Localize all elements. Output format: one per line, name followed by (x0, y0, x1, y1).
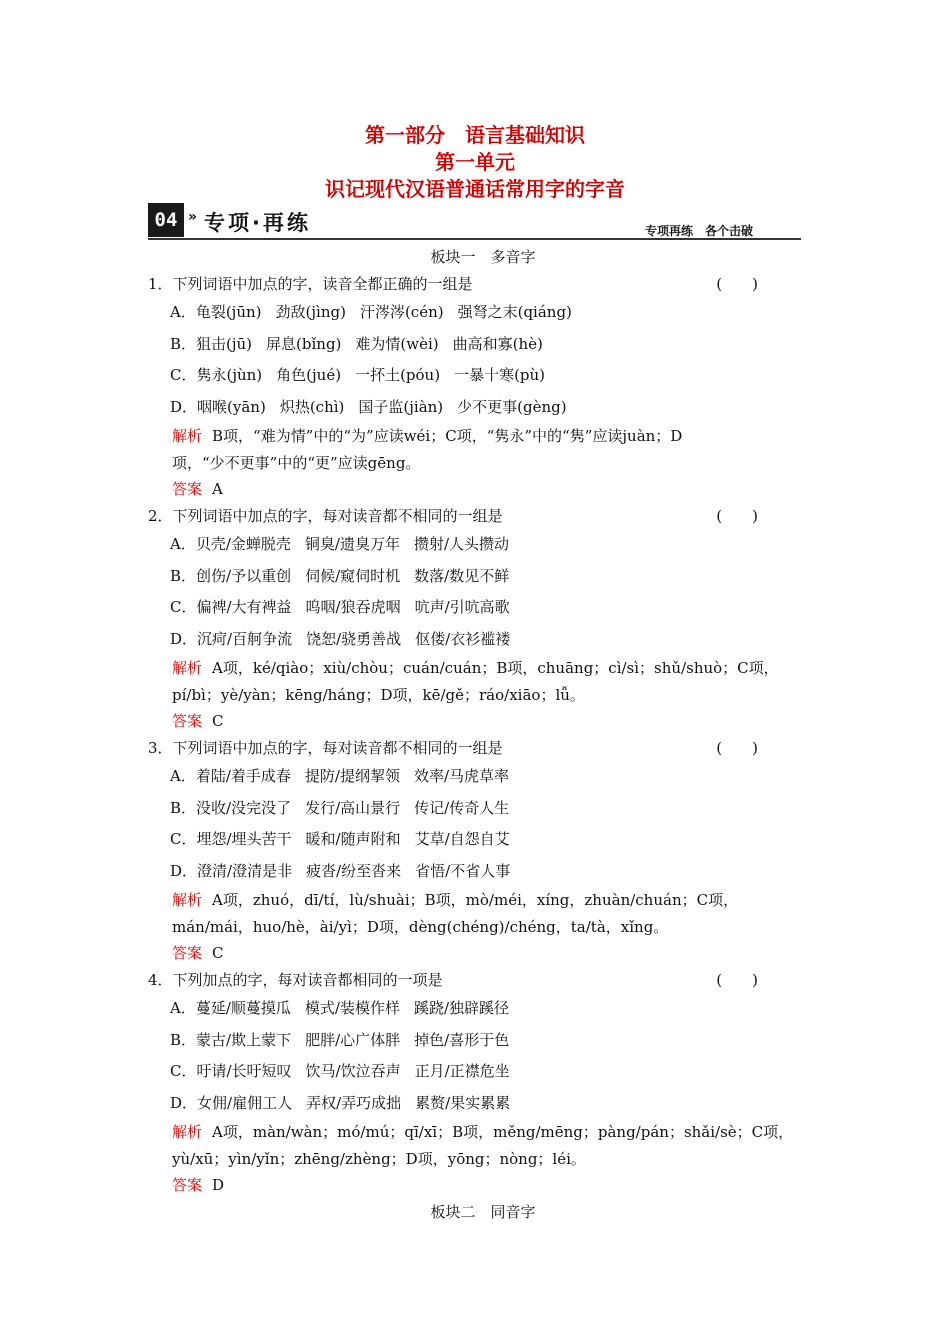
option-term: 传记/传奇人生 (414, 798, 510, 817)
option-term: C．偏裨/大有裨益 (170, 598, 292, 616)
option-term: 难为情(wèi) (355, 334, 439, 353)
option-term: D．澄清/澄清是非 (170, 861, 293, 880)
option-term: C．吁请/长吁短叹 (170, 1062, 292, 1080)
option-term: A．蔓延/顺蔓摸瓜 (170, 999, 291, 1017)
analysis-text: yù/xū；yìn/yǐn；zhēng/zhèng；D项，yōng；nòng；léi。 (172, 1149, 586, 1168)
answer-value: D (212, 1176, 225, 1194)
option-term: 正月/正襟危坐 (414, 1062, 510, 1080)
option-term: 角色(jué) (276, 366, 342, 384)
option-term: 暖和/随声附和 (305, 830, 401, 848)
analysis-line (148, 914, 818, 941)
option-term: 曲高和寡(hè) (452, 334, 543, 353)
answer-value: C (212, 712, 224, 730)
section-heading-2: 板块二 同音字 (430, 1202, 536, 1221)
option-term: B．狙击(jū) (170, 334, 253, 353)
analysis-line (148, 1146, 818, 1173)
analysis-line (148, 655, 818, 682)
option-term: 一暴十寒(pù) (454, 366, 546, 384)
analysis-text: B项，“难为情”中的“为”应读wéi；C项，“隽永”中的“隽”应读juàn；D (212, 427, 683, 445)
analysis-label: 解析 (172, 427, 203, 445)
option-term: 省悟/不省人事 (415, 861, 511, 880)
option-term: 模式/装模作样 (304, 999, 400, 1017)
option-term: D．女佣/雇佣工人 (170, 1093, 293, 1112)
option-term: 效率/马虎草率 (413, 767, 510, 785)
question-stem-text: 4．下列加点的字，每对读音都相同的一项是 (148, 970, 443, 989)
option-term: 伛偻/衣衫褴褛 (415, 629, 511, 648)
option-term: 强弩之末(qiáng) (457, 303, 572, 321)
option-row (148, 793, 818, 825)
title-part: 第一部分 语言基础知识 (365, 123, 585, 147)
analysis-text: A项，màn/wàn；mó/mú；qī/xī；B项，měng/mēng；pàng/pán；shǎi/sè；C项， (212, 1123, 794, 1141)
option-row (148, 1088, 818, 1120)
option-term: 屏息(bǐng) (266, 334, 342, 353)
option-term: C．埋怨/埋头苦干 (170, 830, 292, 848)
option-term: D．咽喉(yān) (170, 397, 266, 416)
option-term: B．创伤/予以重创 (170, 566, 292, 585)
question-block (148, 967, 818, 1199)
option-row (148, 329, 818, 361)
option-term: 蹊跷/独辟蹊径 (413, 999, 510, 1017)
question-stem-text: 1．下列词语中加点的字，读音全都正确的一组是 (148, 274, 473, 293)
option-row (148, 1025, 818, 1057)
option-term: 饮马/饮泣吞声 (305, 1062, 401, 1080)
option-term: 汗涔涔(cén) (359, 303, 444, 321)
option-row (148, 529, 818, 561)
option-term: 一抔土(póu) (355, 366, 441, 384)
option-term: 肥胖/心广体胖 (305, 1030, 401, 1049)
option-row (148, 297, 818, 329)
option-term: 呜咽/狼吞虎咽 (305, 598, 401, 616)
option-term: 弄权/弄巧成拙 (306, 1093, 402, 1112)
analysis-line (148, 682, 818, 709)
analysis-text: pí/bì；yè/yàn；kēng/háng；D项，kē/gě；ráo/xiāo；lǚ。 (172, 685, 585, 704)
banner-divider (148, 238, 801, 240)
option-term: 发行/高山景行 (305, 798, 401, 817)
option-term: 铜臭/遗臭万年 (304, 535, 400, 553)
question-stem (148, 735, 818, 762)
option-row (148, 624, 818, 656)
banner-number: 04 (148, 203, 184, 237)
section-banner (148, 203, 801, 239)
question-stem-text: 3．下列词语中加点的字，每对读音都不相同的一组是 (148, 738, 503, 757)
title-unit: 第一单元 (435, 150, 515, 174)
option-term: 疲沓/纷至沓来 (306, 861, 402, 880)
option-term: 攒射/人头攒动 (413, 535, 510, 553)
analysis-line (148, 450, 818, 477)
answer-blank: ( ) (716, 506, 758, 525)
analysis-label: 解析 (172, 659, 203, 677)
answer-line (148, 940, 818, 967)
answer-line (148, 708, 818, 735)
answer-label: 答案 (172, 712, 203, 730)
analysis-text: A项，ké/qiào；xiù/chòu；cuán/cuán；B项，chuāng；cì/sì；shǔ/shuò；C项， (212, 659, 779, 677)
option-row (148, 824, 818, 856)
option-term: 提防/提纲挈领 (304, 767, 400, 785)
option-term: 掉色/喜形于色 (414, 1030, 510, 1049)
option-term: 吭声/引吭高歌 (414, 598, 510, 616)
option-term: 少不更事(gèng) (457, 397, 567, 416)
option-term: A．着陆/着手成春 (170, 767, 291, 785)
analysis-text: mán/mái，huo/hè，ài/yì；D项，dèng(chéng)/chéng，ta/tà，xǐng。 (172, 917, 669, 936)
question-stem-text: 2．下列词语中加点的字，每对读音都不相同的一组是 (148, 506, 503, 525)
answer-blank: ( ) (716, 274, 758, 293)
question-list (148, 271, 818, 1199)
question-stem (148, 271, 818, 298)
option-term: D．沉疴/百舸争流 (170, 629, 293, 648)
option-term: 艾草/自怨自艾 (414, 830, 510, 848)
question-block (148, 735, 818, 967)
option-row (148, 360, 818, 392)
option-row (148, 561, 818, 593)
question-stem (148, 503, 818, 530)
analysis-line (148, 423, 818, 450)
option-row (148, 392, 818, 424)
answer-label: 答案 (172, 1176, 203, 1194)
option-term: 伺候/窥伺时机 (305, 566, 401, 585)
banner-subtitle: 专项再练 各个击破 (644, 224, 753, 238)
question-block (148, 503, 818, 735)
option-term: A．龟裂(jūn) (170, 303, 262, 321)
answer-value: C (212, 944, 224, 962)
section-heading-1: 板块一 多音字 (430, 248, 536, 266)
document-title (0, 122, 950, 203)
analysis-line (148, 887, 818, 914)
option-row (148, 993, 818, 1025)
option-term: C．隽永(jùn) (170, 366, 263, 384)
option-term: A．贝壳/金蝉脱壳 (170, 535, 291, 553)
option-term: B．蒙古/欺上蒙下 (170, 1030, 292, 1049)
option-term: 饶恕/骁勇善战 (306, 629, 402, 648)
option-term: 劲敌(jìng) (275, 303, 346, 321)
answer-line (148, 476, 818, 503)
title-topic: 识记现代汉语普通话常用字的字音 (325, 177, 625, 201)
option-term: 炽热(chì) (279, 397, 345, 416)
option-row (148, 761, 818, 793)
answer-value: A (212, 480, 223, 498)
answer-line (148, 1172, 818, 1199)
analysis-text: A项，zhuó，dī/tí，lù/shuài；B项，mò/méi，xíng，zhuàn/chuán；C项， (212, 891, 739, 909)
answer-label: 答案 (172, 944, 203, 962)
option-term: 数落/数见不鲜 (414, 566, 510, 585)
analysis-label: 解析 (172, 1123, 203, 1141)
option-term: 国子监(jiàn) (358, 397, 444, 416)
answer-blank: ( ) (716, 738, 758, 757)
answer-blank: ( ) (716, 970, 758, 989)
option-row (148, 592, 818, 624)
option-row (148, 856, 818, 888)
question-block (148, 271, 818, 503)
exercise-content (148, 244, 818, 1225)
answer-label: 答案 (172, 480, 203, 498)
analysis-line (148, 1119, 818, 1146)
banner-title: 专项·再练 (204, 211, 311, 235)
analysis-text: 项，“少不更事”中的“更”应读gēng。 (172, 453, 421, 472)
option-term: B．没收/没完没了 (170, 798, 292, 817)
banner-arrow-icon: » (188, 209, 198, 225)
option-row (148, 1056, 818, 1088)
analysis-label: 解析 (172, 891, 203, 909)
question-stem (148, 967, 818, 994)
option-term: 累赘/果实累累 (415, 1093, 511, 1112)
